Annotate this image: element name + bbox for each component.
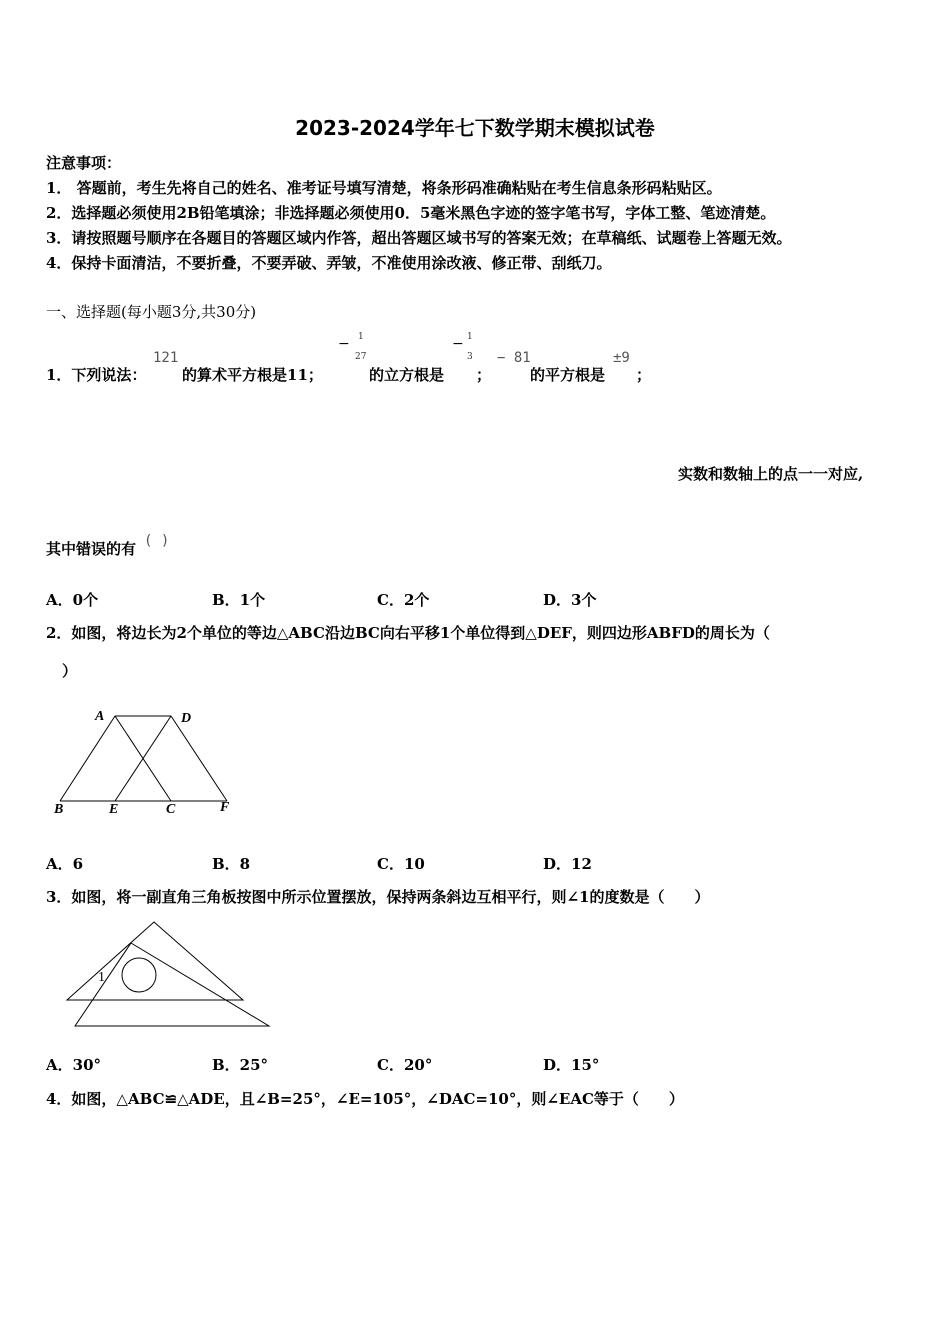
q2-option-c: C．10 bbox=[377, 855, 425, 873]
q1-math-pm9: ±9 bbox=[613, 350, 630, 366]
q3-circle bbox=[122, 958, 156, 992]
q1-math-den: 27 bbox=[355, 352, 367, 362]
q2-label-b: B bbox=[54, 802, 64, 817]
q1-line2: 实数和数轴上的点一一对应, bbox=[678, 465, 864, 483]
q2-segment-ab bbox=[60, 716, 115, 801]
q2-label-a: A bbox=[95, 709, 105, 724]
q1-math-neg81: − 81 bbox=[497, 350, 531, 366]
q1-math-den: 3 bbox=[467, 352, 473, 362]
q1-text-5: ； bbox=[636, 366, 652, 384]
q3-text: 3．如图，将一副直角三角板按图中所示位置摆放，保持两条斜边互相平行，则∠1的度数是（ ） bbox=[46, 888, 710, 906]
q1-lead: 1．下列说法： bbox=[46, 366, 147, 384]
notice-item: 4．保持卡面清洁，不要折叠，不要弄破、弄皱，不准使用涂改液、修正带、刮纸刀。 bbox=[46, 254, 612, 272]
q2-close-paren: ） bbox=[62, 662, 78, 680]
q1-math-minus: − bbox=[338, 336, 350, 352]
q2-option-a: A．6 bbox=[46, 855, 84, 873]
notice-item: 1． 答题前，考生先将自己的姓名、准考证号填写清楚，将条形码准确粘贴在考生信息条形码粘贴区。 bbox=[46, 179, 722, 197]
q2-segment-df bbox=[171, 716, 227, 801]
q4-text: 4．如图，△ABC≌△ADE，且∠B=25°，∠E=105°，∠DAC=10°，则∠EAC等于（ ） bbox=[46, 1090, 684, 1108]
q2-label-e: E bbox=[109, 802, 119, 817]
q3-triangle-upper bbox=[67, 922, 243, 1000]
q1-math-num: 1 bbox=[358, 332, 364, 342]
q2-label-c: C bbox=[166, 802, 176, 817]
q1-option-b: B．1个 bbox=[212, 591, 266, 609]
q1-text-3: ； bbox=[476, 366, 492, 384]
q1-text-1: 的算术平方根是11； bbox=[182, 366, 323, 384]
q1-option-d: D．3个 bbox=[543, 591, 597, 609]
q1-math-minus: − bbox=[452, 336, 464, 352]
q1-line3: 其中错误的有 bbox=[46, 540, 137, 558]
q1-text-4: 的平方根是 bbox=[530, 366, 606, 384]
q3-angle-label: 1 bbox=[98, 970, 105, 985]
notice-heading: 注意事项： bbox=[46, 154, 122, 172]
q1-paren: ( ) bbox=[144, 533, 170, 549]
section-heading: 一、选择题(每小题3分,共30分) bbox=[46, 303, 257, 321]
q2-option-b: B．8 bbox=[212, 855, 251, 873]
notice-item: 3．请按照题号顺序在各题目的答题区域内作答，超出答题区域书写的答案无效；在草稿纸、试题卷上答题无效。 bbox=[46, 229, 792, 247]
q1-math-121: 121 bbox=[153, 350, 179, 366]
notice-item: 2．选择题必须使用2B铅笔填涂；非选择题必须使用0．5毫米黑色字迹的签字笔书写，字体工整、笔迹清楚。 bbox=[46, 204, 776, 222]
q3-option-b: B．25° bbox=[212, 1056, 269, 1074]
q1-option-a: A．0个 bbox=[46, 591, 99, 609]
q3-option-c: C．20° bbox=[377, 1056, 433, 1074]
q2-label-f: F bbox=[220, 800, 230, 815]
q2-text: 2．如图，将边长为2个单位的等边△ABC沿边BC向右平移1个单位得到△DEF，则四边形ABFD的周长为（ bbox=[46, 624, 770, 642]
q3-option-d: D．15° bbox=[543, 1056, 600, 1074]
q1-text-2: 的立方根是 bbox=[369, 366, 445, 384]
page-title: 2023-2024学年七下数学期末模拟试卷 bbox=[295, 116, 655, 140]
q1-math-num: 1 bbox=[467, 332, 473, 342]
q2-label-d: D bbox=[181, 711, 192, 726]
q1-option-c: C．2个 bbox=[377, 591, 430, 609]
q3-option-a: A．30° bbox=[46, 1056, 102, 1074]
q2-option-d: D．12 bbox=[543, 855, 592, 873]
